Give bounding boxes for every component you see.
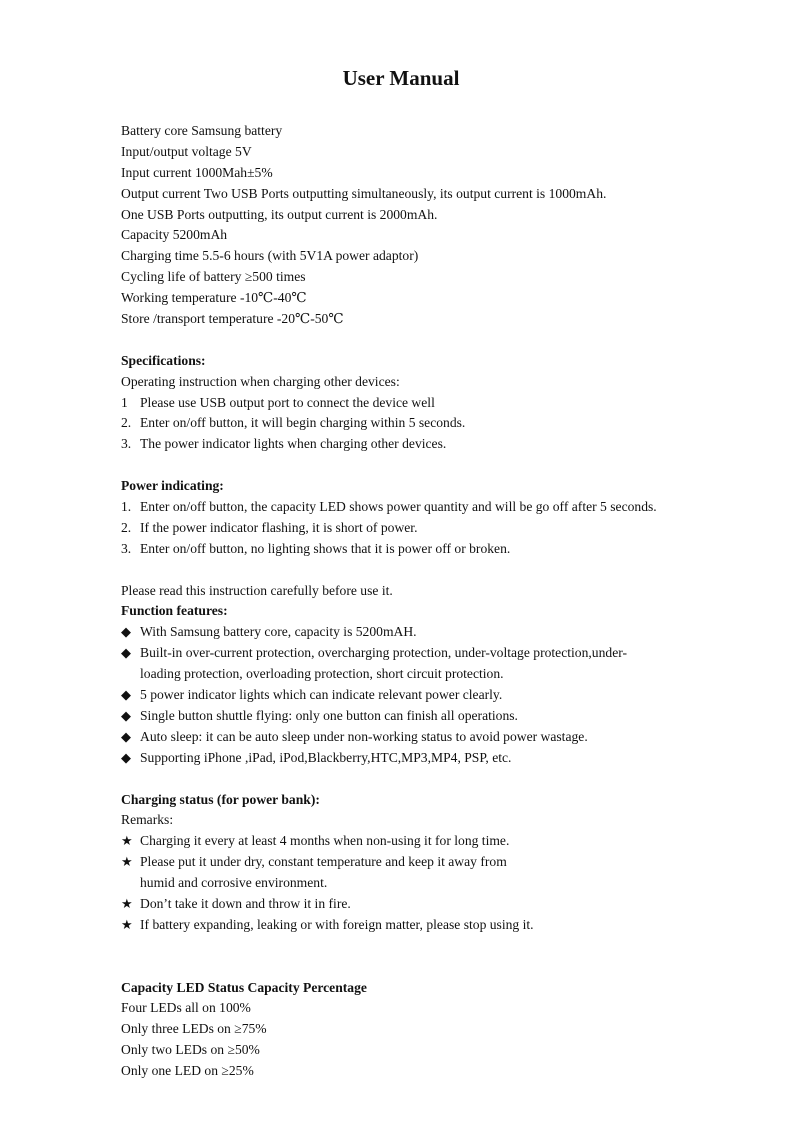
diamond-bullet-icon: ◆ bbox=[121, 749, 131, 765]
list-item-text: Single button shuttle flying: only one button can finish all operations. bbox=[140, 707, 518, 723]
list-number: 3. bbox=[121, 540, 132, 556]
diamond-bullet-icon: ◆ bbox=[121, 728, 131, 744]
list-item bbox=[121, 518, 721, 539]
specifications-heading: Specifications: bbox=[121, 352, 206, 368]
star-bullet-icon: ★ bbox=[121, 833, 133, 849]
list-number: 2. bbox=[121, 519, 132, 535]
spec-input-current: Input current 1000Mah±5% bbox=[121, 164, 273, 180]
list-item-text: 5 power indicator lights which can indicate relevant power clearly. bbox=[140, 687, 503, 703]
list-item-text: Enter on/off button, the capacity LED shows power quantity and will be go off after 5 seconds. bbox=[140, 499, 657, 515]
list-item bbox=[121, 727, 721, 748]
list-item-text: Auto sleep: it can be auto sleep under non-working status to avoid power wastage. bbox=[140, 728, 588, 744]
spec-output-current-single: One USB Ports outputting, its output current is 2000mAh. bbox=[121, 206, 438, 222]
diamond-bullet-icon: ◆ bbox=[121, 687, 131, 703]
spacer bbox=[121, 936, 721, 978]
list-item-text: The power indicator lights when charging other devices. bbox=[140, 436, 447, 452]
list-item bbox=[121, 539, 721, 560]
spacer bbox=[121, 560, 721, 581]
list-item-text: Don’t take it down and throw it in fire. bbox=[140, 895, 351, 911]
list-item-text: Built-in over-current protection, overcharging protection, under-voltage protection,under- bbox=[140, 645, 628, 661]
list-item-text: Enter on/off button, it will begin charging within 5 seconds. bbox=[140, 415, 466, 431]
list-item bbox=[121, 894, 721, 915]
spacer bbox=[121, 769, 721, 790]
spec-working-temp: Working temperature -10℃-40℃ bbox=[121, 290, 307, 306]
list-item bbox=[121, 852, 721, 873]
list-item bbox=[121, 915, 721, 936]
specifications-intro: Operating instruction when charging other devices: bbox=[121, 373, 400, 389]
led-status-row: Four LEDs all on 100% bbox=[121, 1000, 251, 1016]
power-indicating-heading: Power indicating: bbox=[121, 478, 224, 494]
list-item bbox=[121, 831, 721, 852]
function-features-heading: Function features: bbox=[121, 603, 228, 619]
capacity-led-heading: Capacity LED Status Capacity Percentage bbox=[121, 979, 367, 995]
spec-store-temp: Store /transport temperature -20℃-50℃ bbox=[121, 311, 344, 327]
spacer bbox=[121, 330, 721, 351]
specifications-section bbox=[121, 351, 721, 455]
list-item bbox=[121, 413, 721, 434]
list-item bbox=[121, 643, 721, 664]
spec-io-voltage: Input/output voltage 5V bbox=[121, 143, 252, 159]
manual-body bbox=[121, 121, 721, 1082]
function-features-section bbox=[121, 581, 721, 769]
list-item-text: Enter on/off button, no lighting shows that it is power off or broken. bbox=[140, 540, 511, 556]
diamond-bullet-icon: ◆ bbox=[121, 707, 131, 723]
spacer bbox=[121, 455, 721, 476]
spec-cycling-life: Cycling life of battery ≥500 times bbox=[121, 269, 306, 285]
list-item bbox=[121, 497, 721, 518]
list-item bbox=[121, 706, 721, 727]
star-bullet-icon: ★ bbox=[121, 895, 133, 911]
spec-capacity: Capacity 5200mAh bbox=[121, 227, 228, 243]
spec-charging-time: Charging time 5.5-6 hours (with 5V1A power adaptor) bbox=[121, 248, 419, 264]
diamond-bullet-icon: ◆ bbox=[121, 624, 131, 640]
power-indicating-section bbox=[121, 476, 721, 560]
led-status-row: Only two LEDs on ≥50% bbox=[121, 1042, 260, 1058]
list-item bbox=[121, 622, 721, 643]
list-item bbox=[121, 393, 721, 414]
capacity-led-section bbox=[121, 978, 721, 1082]
list-item-text: Please use USB output port to connect the device well bbox=[140, 394, 435, 410]
charging-status-section bbox=[121, 790, 721, 936]
diamond-bullet-icon: ◆ bbox=[121, 645, 131, 661]
list-item-text: Please put it under dry, constant temperature and keep it away from bbox=[140, 854, 507, 870]
list-item-text: Charging it every at least 4 months when non-using it for long time. bbox=[140, 833, 510, 849]
spec-output-current: Output current Two USB Ports outputting simultaneously, its output current is 1000mAh. bbox=[121, 185, 607, 201]
list-item-text: Supporting iPhone ,iPad, iPod,Blackberry,HTC,MP3,MP4, PSP, etc. bbox=[140, 749, 512, 765]
list-item-text: With Samsung battery core, capacity is 5200mAH. bbox=[140, 624, 417, 640]
led-status-row: Only three LEDs on ≥75% bbox=[121, 1021, 267, 1037]
remarks-label: Remarks: bbox=[121, 812, 174, 828]
charging-status-heading: Charging status (for power bank): bbox=[121, 791, 320, 807]
list-number: 1. bbox=[121, 499, 132, 515]
led-status-row: Only one LED on ≥25% bbox=[121, 1063, 254, 1079]
list-item-continuation: loading protection, overloading protection, short circuit protection. bbox=[140, 666, 504, 682]
list-item-text: If the power indicator flashing, it is short of power. bbox=[140, 519, 418, 535]
page-title: User Manual bbox=[342, 66, 460, 90]
star-bullet-icon: ★ bbox=[121, 854, 133, 870]
list-item bbox=[121, 434, 721, 455]
list-item bbox=[121, 685, 721, 706]
list-item-continuation: humid and corrosive environment. bbox=[140, 875, 328, 891]
star-bullet-icon: ★ bbox=[121, 916, 133, 932]
list-number: 3. bbox=[121, 436, 132, 452]
list-number: 1 bbox=[121, 394, 128, 410]
list-item-text: If battery expanding, leaking or with foreign matter, please stop using it. bbox=[140, 916, 534, 932]
list-number: 2. bbox=[121, 415, 132, 431]
specs-list bbox=[121, 121, 721, 330]
spec-battery-core: Battery core Samsung battery bbox=[121, 123, 283, 138]
read-instruction-note: Please read this instruction carefully before use it. bbox=[121, 582, 393, 598]
list-item bbox=[121, 748, 721, 769]
